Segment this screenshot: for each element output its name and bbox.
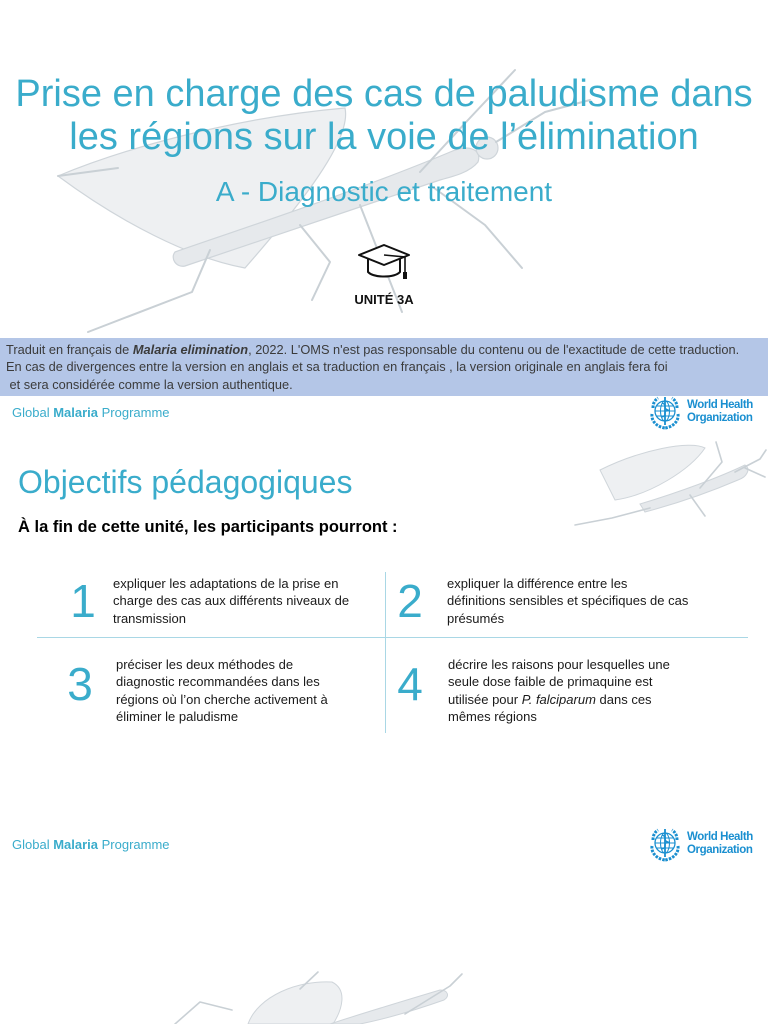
objective-text	[116, 656, 328, 725]
objectives-intro: À la fin de cette unité, les participants pourront :	[18, 518, 398, 536]
graduation-cap-icon	[356, 242, 412, 286]
objective-line: expliquer les adaptations de la prise en	[113, 576, 339, 591]
objective-line: transmission	[113, 610, 186, 626]
title-line-2: les régions sur la voie de l’élimination	[69, 116, 699, 158]
objective-line	[448, 691, 670, 708]
program-suffix: Programme	[98, 837, 170, 852]
who-emblem-icon	[647, 826, 683, 862]
objectives-title: Objectifs pédagogiques	[18, 464, 353, 500]
objective-text	[447, 575, 688, 627]
objective-line: décrire les raisons pour lesquelles une	[448, 657, 670, 672]
species-name: P. falciparum	[521, 691, 596, 707]
program-highlight: Malaria	[53, 405, 99, 420]
translation-notice-line-1	[0, 341, 768, 359]
original-title: Malaria elimination	[132, 341, 249, 357]
who-wordmark-line-2: Organization	[687, 411, 753, 424]
program-suffix: Programme	[98, 405, 170, 420]
objective-number: 1	[70, 575, 96, 627]
objective-line: régions où l’on cherche activement à	[116, 691, 328, 707]
who-wordmark-line-2: Organization	[687, 843, 753, 856]
objectives-slide	[0, 432, 768, 864]
translation-notice-line-2: En cas de divergences entre la version en anglais et sa traduction en français , la version originale en anglais fera foi	[6, 359, 668, 374]
mosquito-illustration	[0, 864, 768, 1024]
grid-divider-vertical	[385, 572, 386, 733]
program-prefix: Global	[12, 837, 54, 852]
who-logo	[647, 394, 759, 428]
unit-label: UNITÉ 3A	[354, 292, 414, 307]
objective-line: expliquer la différence entre les	[447, 576, 628, 591]
objective-line: seule dose faible de primaquine est	[448, 674, 653, 690]
title-line-1: Prise en charge des cas de paludisme dans	[15, 73, 753, 115]
who-wordmark	[687, 831, 753, 856]
program-highlight: Malaria	[53, 837, 99, 852]
title-slide	[0, 0, 768, 432]
who-logo	[647, 826, 759, 860]
who-emblem-icon	[647, 394, 683, 430]
notice-prefix: Traduit en français de	[6, 341, 133, 357]
objective-number: 3	[67, 658, 93, 710]
objective-text	[113, 575, 349, 627]
objective-line: définitions sensibles et spécifiques de cas	[447, 593, 689, 609]
who-wordmark	[687, 399, 753, 424]
objective-line: diagnostic recommandées dans les	[116, 674, 320, 690]
objective-line: éliminer le paludisme	[116, 708, 239, 724]
objective-line: présumés	[447, 610, 505, 626]
translation-notice	[0, 338, 768, 396]
notice-suffix: , 2022. L'OMS n'est pas responsable du contenu ou de l'exactitude de cette traduction.	[248, 341, 740, 357]
presentation-subtitle: A - Diagnostic et traitement	[215, 176, 553, 207]
objective-line: préciser les deux méthodes de	[116, 657, 294, 672]
who-wordmark-line-1: World Health	[687, 831, 753, 843]
objective-line: mêmes régions	[448, 708, 537, 724]
program-name	[12, 837, 170, 853]
objective-line-prefix: utilisée pour	[448, 691, 522, 707]
objective-text	[448, 656, 670, 725]
grid-divider-horizontal	[37, 637, 748, 638]
program-name	[12, 405, 170, 421]
program-prefix: Global	[12, 405, 54, 420]
next-slide-preview	[0, 864, 768, 1024]
objective-number: 4	[397, 658, 423, 710]
objective-number: 2	[397, 575, 423, 627]
objective-line-suffix: dans ces	[595, 691, 652, 707]
who-wordmark-line-1: World Health	[687, 399, 753, 411]
objective-line: charge des cas aux différents niveaux de	[113, 593, 350, 609]
presentation-title	[0, 73, 768, 159]
translation-notice-line-3: et sera considérée comme la version authentique.	[6, 376, 293, 392]
